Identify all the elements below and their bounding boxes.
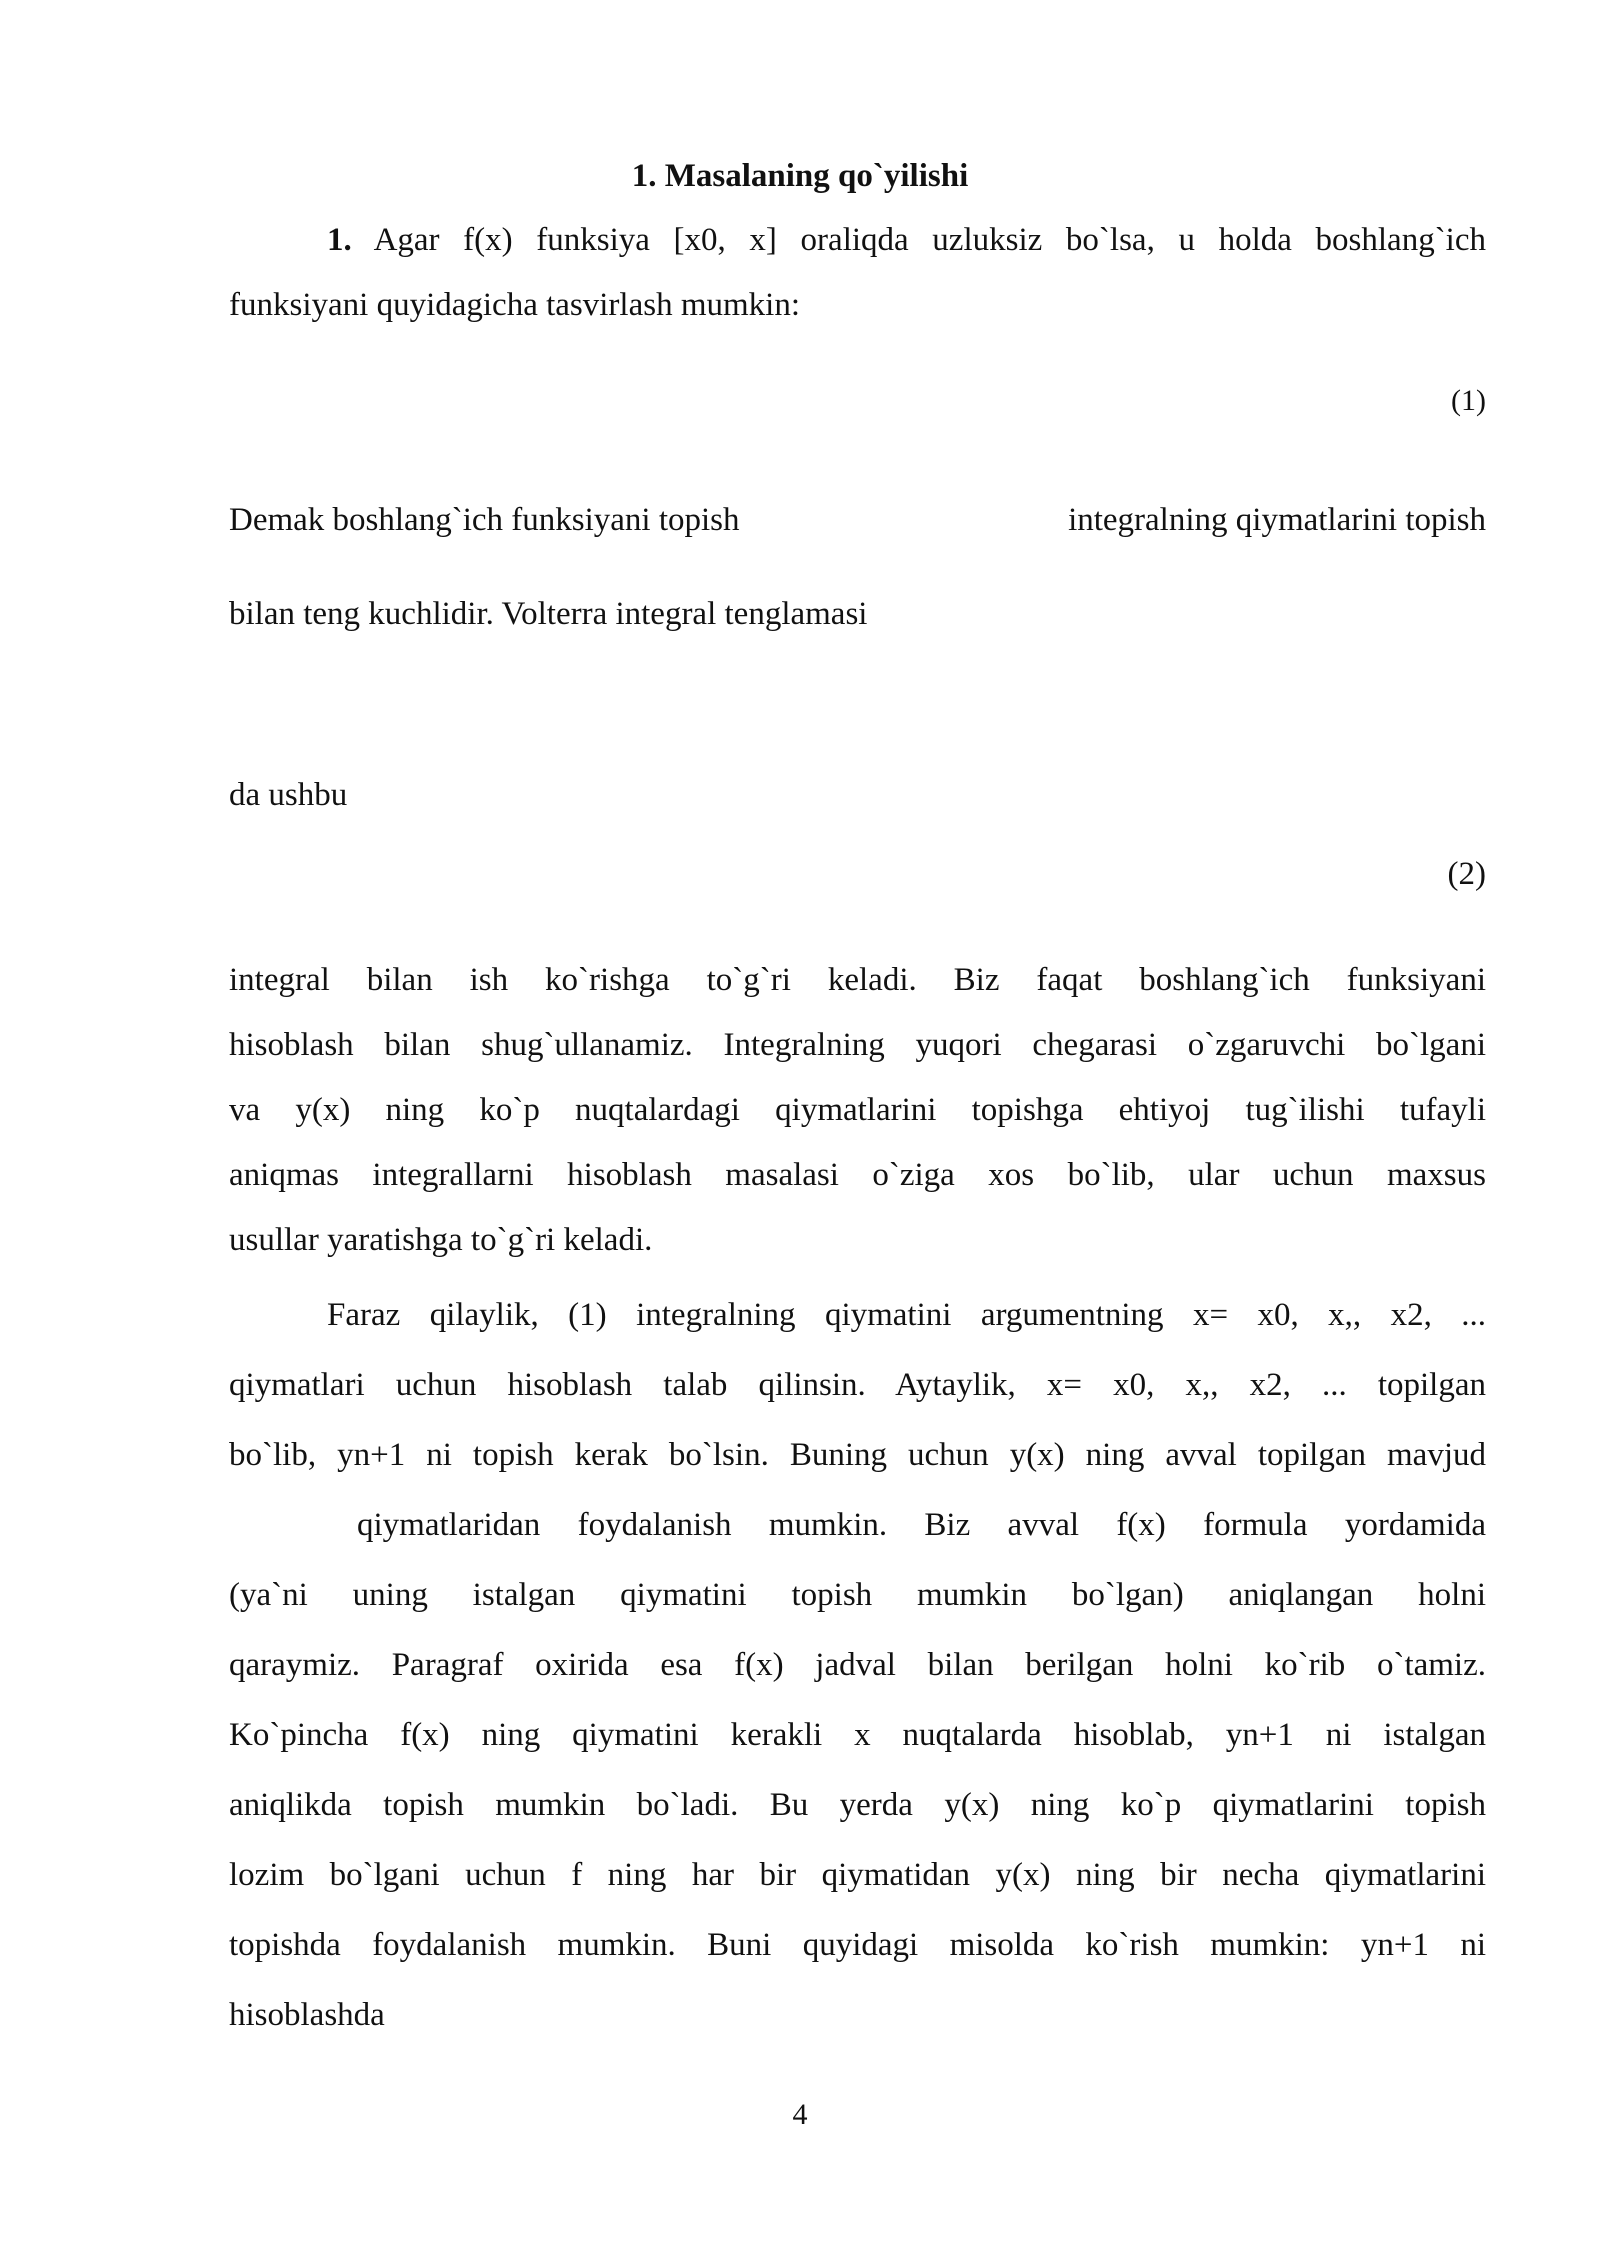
equation-number-2: (2) <box>1447 856 1486 892</box>
paragraph-4-line: aniqmas integrallarni hisoblash masalasi o`ziga xos bo`lib, ular uchun maxsus <box>229 1157 1486 1193</box>
section-heading: 1. Masalaning qo`yilishi <box>631 158 969 194</box>
paragraph-5-line: hisoblashda <box>229 1997 385 2033</box>
equation-number-1: (1) <box>1451 384 1486 417</box>
paragraph-2-line-2: bilan teng kuchlidir. Volterra integral tenglamasi <box>229 596 868 632</box>
paragraph-4-line: usullar yaratishga to`g`ri keladi. <box>229 1222 653 1258</box>
paragraph-5-line: qiymatlaridan foydalanish mumkin. Biz avval f(x) formula yordamida <box>357 1507 1486 1543</box>
paragraph-5-line: Ko`pincha f(x) ning qiymatini kerakli x nuqtalarda hisoblab, yn+1 ni istalgan <box>229 1717 1486 1753</box>
paragraph-5-line: (ya`ni uning istalgan qiymatini topish mumkin bo`lgan) aniqlangan holni <box>229 1577 1486 1613</box>
paragraph-3: da ushbu <box>229 777 348 813</box>
paragraph-5-line: qaraymiz. Paragraf oxirida esa f(x) jadval bilan berilgan holni ko`rib o`tamiz. <box>229 1647 1486 1683</box>
paragraph-5-line: topishda foydalanish mumkin. Buni quyidagi misolda ko`rish mumkin: yn+1 ni <box>229 1927 1486 1963</box>
paragraph-5 <box>229 1280 1486 2050</box>
paragraph-1-line-2: funksiyani quyidagicha tasvirlash mumkin: <box>229 287 800 323</box>
paragraph-number: 1. <box>327 222 352 258</box>
paragraph-5-line: bo`lib, yn+1 ni topish kerak bo`lsin. Buning uchun y(x) ning avval topilgan mavjud <box>229 1437 1486 1473</box>
paragraph-1 <box>229 208 1486 338</box>
paragraph-5-line: aniqlikda topish mumkin bo`ladi. Bu yerda y(x) ning ko`p qiymatlarini topish <box>229 1787 1486 1823</box>
paragraph-4-line: hisoblash bilan shug`ullanamiz. Integralning yuqori chegarasi o`zgaruvchi bo`lgani <box>229 1027 1486 1063</box>
paragraph-5-line: qiymatlari uchun hisoblash talab qilinsin. Aytaylik, x= x0, x,, x2, ... topilgan <box>229 1367 1486 1403</box>
paragraph-1-line-1: Agar f(x) funksiya [x0, x] oraliqda uzluksiz bo`lsa, u holda boshlang`ich <box>373 222 1486 258</box>
paragraph-4-line: integral bilan ish ko`rishga to`g`ri keladi. Biz faqat boshlang`ich funksiyani <box>229 962 1486 998</box>
paragraph-2-line-1b: integralning qiymatlarini topish <box>1068 502 1486 538</box>
paragraph-5-line: Faraz qilaylik, (1) integralning qiymatini argumentning x= x0, x,, x2, ... <box>327 1297 1486 1333</box>
paragraph-4-line: va y(x) ning ko`p nuqtalardagi qiymatlarini topishga ehtiyoj tug`ilishi tufayli <box>229 1092 1486 1128</box>
paragraph-2-line-1a: Demak boshlang`ich funksiyani topish <box>229 502 740 538</box>
paragraph-2 <box>229 488 1486 553</box>
paragraph-5-line: lozim bo`lgani uchun f ning har bir qiymatidan y(x) ning bir necha qiymatlarini <box>229 1857 1486 1893</box>
page-number: 4 <box>792 2098 808 2131</box>
paragraph-4 <box>229 948 1486 1273</box>
